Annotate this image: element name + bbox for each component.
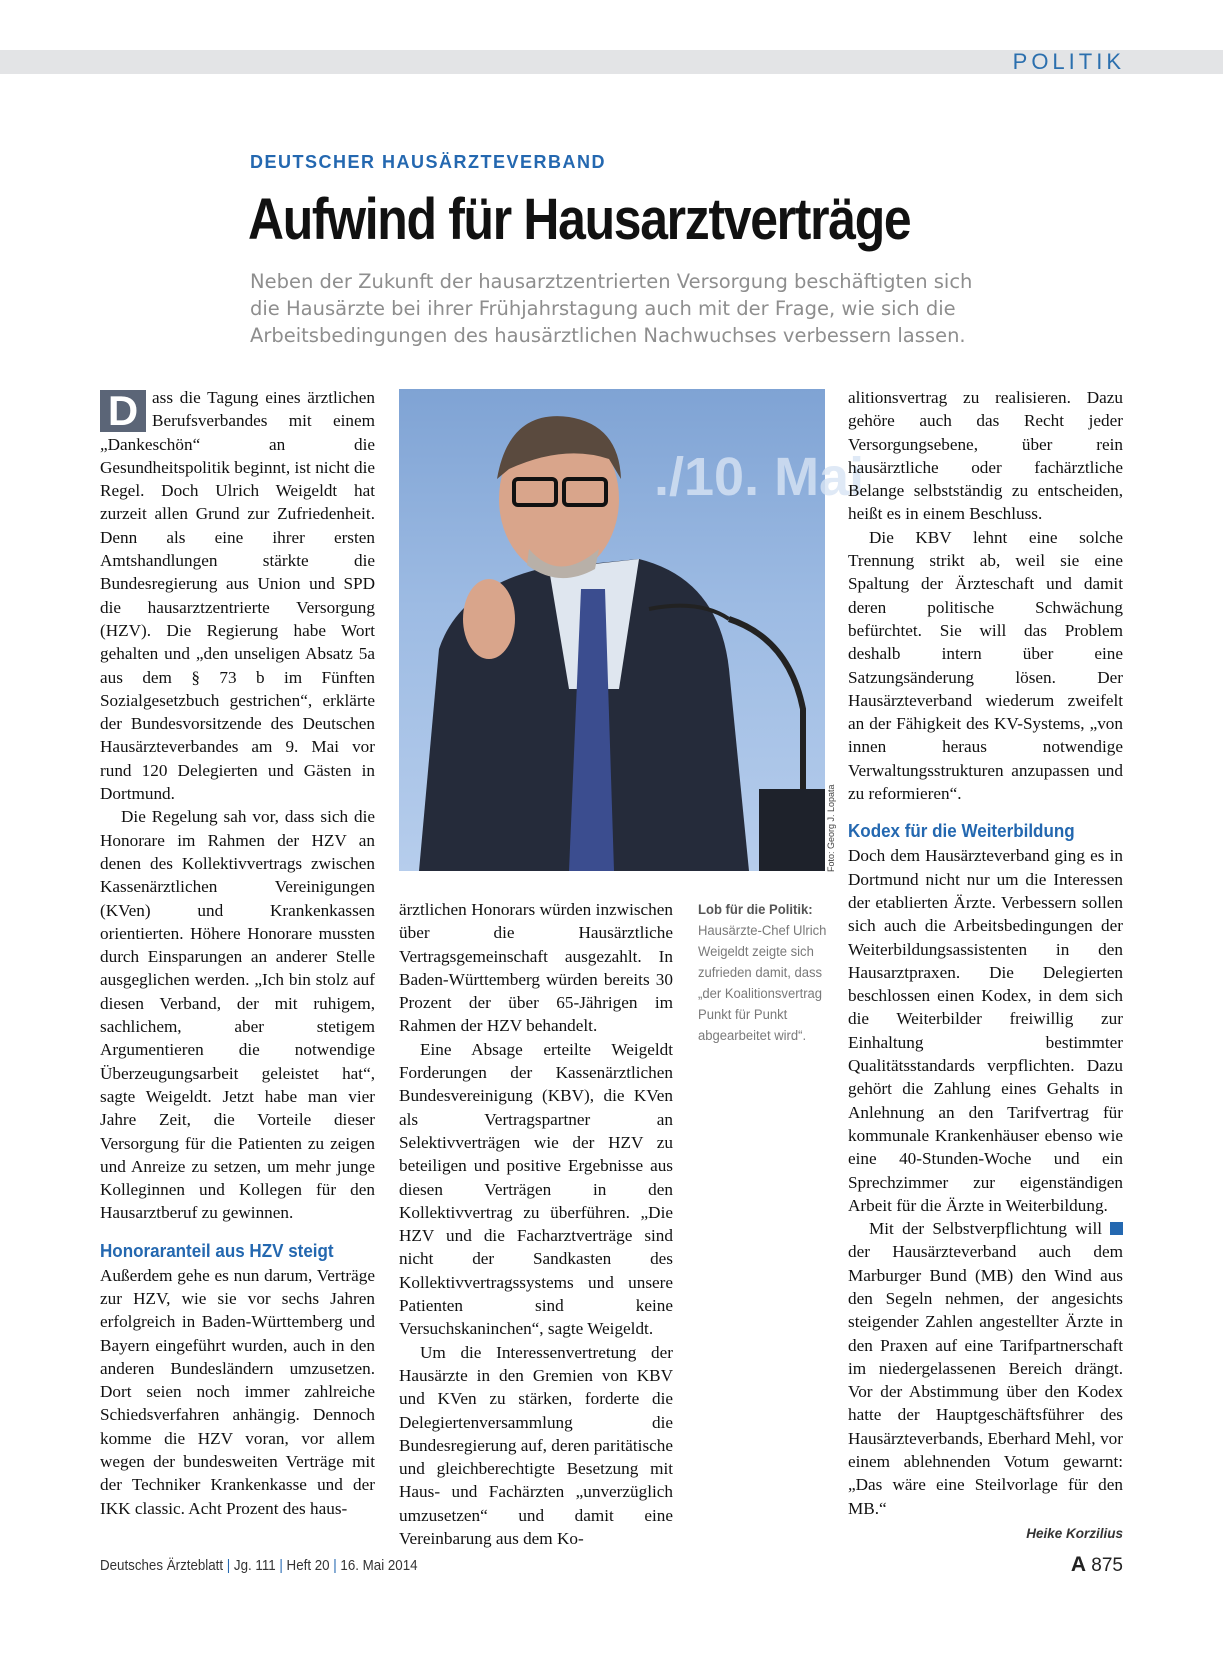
paragraph: Die Regelung sah vor, dass sich die Honorare im Rahmen der HZV an denen des Kollektivvertrags zwischen Kassenärztlichen Vereinigungen (KVen) und Krankenkassen orientierten. Höhere Honorare mussten durch Einsparungen an anderer Stelle ausgeglichen werden. „Ich bin stolz auf diesen Verband, der mit ruhigem, sachlichem, aber stetigem Argumentieren die notwendige Überzeugungsarbeit geleistet hat“, sagte Weigeldt. Jetzt habe man vier Jahre Zeit, die Vorteile dieser Versorgung für die Patienten zu zeigen und Anreize zu setzen, um mehr junge Kolleginnen und Kollegen für den Hausarztberuf zu gewinnen.	[100, 807, 375, 1223]
date: 16. Mai 2014	[340, 1558, 418, 1574]
paragraph	[848, 1217, 1123, 1520]
column-3	[848, 386, 1123, 1545]
lead-line: Arbeitsbedingungen des hausärztlichen Nachwuchses verbessern lassen.	[250, 324, 966, 347]
caption-title: Lob für die Politik:	[698, 902, 813, 918]
section-label: POLITIK	[1012, 49, 1125, 74]
lead-line: Neben der Zukunft der hausarztzentrierten Versorgung beschäftigten sich	[250, 270, 973, 293]
backdrop-text: ./10. Mai	[654, 447, 865, 507]
kicker: DEUTSCHER HAUSÄRZTEVERBAND	[250, 152, 607, 172]
photo-caption	[698, 900, 827, 1047]
paragraph: Die KBV lehnt eine solche Trennung strikt ab, weil sie eine Spaltung der Ärzteschaft und damit deren politische Schwächung befürchtet. Sie will das Problem deshalb intern über eine Satzungsänderung lösen. Der Hausärzteverband wiederum zweifelt an der Fähigkeit des KV-Systems, „von innen heraus notwendige Verwaltungsstrukturen anzupassen und zu reformieren“.	[848, 527, 1123, 804]
end-mark-icon	[1110, 1222, 1123, 1235]
paragraph-text: Mit der Selbstverpflichtung will der Hausärzteverband auch dem Marburger Bund (MB) den Wind aus den Segeln nehmen, der angesichts steigender Zahlen angestellter Ärzte in den Praxen auf eine Tarifpartnerschaft im niedergelassenen Bereich drängt. Vor der Abstimmung über den Kodex hatte der Hauptgeschäftsführer des Hausärzteverbands, Eberhard Mehl, vor einem ablehnenden Votum gewarnt: „Das wäre eine Steilvorlage für den MB.“	[848, 1219, 1123, 1518]
subheading: Honoraranteil aus HZV steigt	[100, 1239, 334, 1261]
page-prefix: A	[1070, 1553, 1087, 1576]
column-1	[100, 386, 375, 1520]
paragraph: alitionsvertrag zu realisieren. Dazu gehöre auch das Recht jeder Versorgungsebene, über rein hausärztliche oder fachärztliche Belange selbstständig zu entscheiden, heißt es in einem Beschluss.	[848, 388, 1123, 524]
issue: Heft 20	[286, 1558, 330, 1574]
paragraph-text: ass die Tagung eines ärztlichen Berufsverbandes mit einem „Dankeschön“ an die Gesundheitspolitik beginnt, ist nicht die Regel. Doch Ulrich Weigeldt hat zurzeit allen Grund zur Zufriedenheit. Denn als eine ihrer ersten Amtshandlungen stärkte die Bundesregierung aus Union und SPD die hausarztzentrierte Versorgung (HZV). Die Regierung habe Wort gehalten und „den unseligen Absatz 5a aus dem § 73 b im Fünften Sozialgesetzbuch gestrichen“, erklärte der Bundesvorsitzende des Deutschen Hausärzteverbandes am 9. Mai vor rund 120 Delegierten und Gästen in Dortmund.	[100, 388, 375, 804]
caption-text: Hausärzte-Chef Ulrich Weigeldt zeigte sich zufrieden damit, dass „der Koalitionsvertrag Punkt für Punkt abgearbeitet wird“.	[698, 923, 827, 1044]
page-number	[1071, 1553, 1123, 1577]
paragraph	[100, 386, 375, 805]
page-number-value: 875	[1091, 1555, 1123, 1576]
article-lead	[250, 268, 1050, 349]
article-title: Aufwind für Hausarztverträge	[248, 187, 911, 252]
lead-line: die Hausärzte bei ihrer Frühjahrstagung auch mit der Frage, wie sich die	[250, 297, 956, 320]
paragraph: Außerdem gehe es nun darum, Verträge zur HZV, wie sie vor sechs Jahren erfolgreich in Baden-Württemberg und Bayern eingeführt wurden, auch in den anderen Bundesländern umzusetzen. Dort seien noch immer zahlreiche Schiedsverfahren anhängig. Dennoch komme die HZV voran, vor allem wegen der bundesweiten Verträge mit der Techniker Krankenkasse und der IKK classic. Acht Prozent des haus-	[100, 1265, 375, 1518]
paragraph: Doch dem Hausärzteverband ging es in Dortmund nicht nur um die Interessen der etablierten Ärzte. Verbessern sollen sich auch die Arbeitsbedingungen der Weiterbildungsassistenten in den Hausarztpraxen. Die Delegierten beschlossen einen Kodex, in dem sich die Weiterbilder freiwillig zur Einhaltung bestimmter Qualitätsstandards verpflichten. Dazu gehört die Zahlung eines Gehalts in Anlehnung an den Tarifvertrag für kommunale Krankenhäuser ebenso wie eine 40-Stunden-Woche und ein Sprechzimmer zur eigenständigen Arbeit für die Ärzte in Weiterbildung.	[848, 846, 1123, 1215]
drop-cap: D	[100, 390, 146, 432]
column-2	[399, 898, 673, 1550]
paragraph: Eine Absage erteilte Weigeldt Forderungen der Kassenärztlichen Bundesvereinigung (KBV), die KVen als Vertragspartner an Selektivverträgen wie der HZV zu beteiligen und positive Ergebnisse aus diesen Verträgen in den Kollektivvertrag zu überführen. „Die HZV und die Facharztverträge sind nicht der Sandkasten des Kollektivvertragssystems und unsere Patienten sind keine Versuchskaninchen“, sagte Weigeldt.	[399, 1039, 673, 1339]
subheading: Kodex für die Weiterbildung	[848, 820, 1075, 842]
footer: Deutsches Ärzteblatt | Jg. 111 | Heft 20 | 16. Mai 2014	[100, 1558, 418, 1574]
photo-credit: Foto: Georg J. Lopata	[826, 784, 836, 872]
paragraph: ärztlichen Honorars würden inzwischen über die Hausärztliche Vertragsgemeinschaft ausgezahlt. In Baden-Württemberg würden bereits 30 Prozent der über 65-Jährigen im Rahmen der HZV behandelt.	[399, 900, 673, 1036]
paragraph: Um die Interessenvertretung der Hausärzte in den Gremien von KBV und KVen zu stärken, forderte die Delegiertenversammlung die Bundesregierung auf, deren paritätische und gleichberechtigte Besetzung mit Haus- und Fachärzten „unverzüglich umzusetzen“ und damit eine Vereinbarung aus dem Ko-	[399, 1342, 673, 1549]
author: Heike Korzilius	[1026, 1525, 1123, 1541]
journal-name: Deutsches Ärzteblatt	[100, 1558, 224, 1574]
volume: Jg. 111	[233, 1558, 276, 1574]
